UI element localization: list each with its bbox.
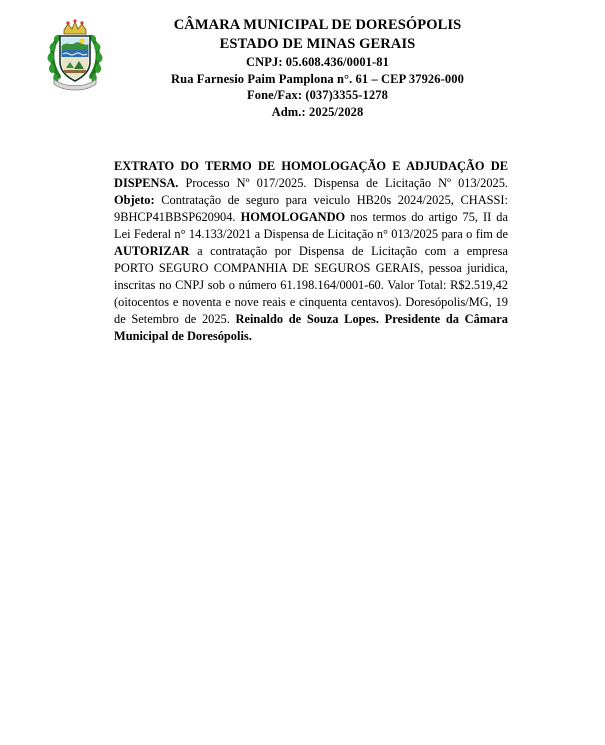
header-text-block <box>120 16 605 120</box>
document-processo: Processo Nº 017/2025. Dispensa de Licitação Nº 013/2025. <box>178 176 508 191</box>
document-homologando-label: HOMOLOGANDO <box>240 210 346 225</box>
document-objeto-label: Objeto: <box>114 193 155 208</box>
header-line-state: ESTADO DE MINAS GERAIS <box>219 36 416 53</box>
document-homologando-text: nos termos do artigo 75, II da Lei Federal n° 14.133/2021 a Dispensa de Licitação n° 013/2025 para o fim de <box>114 210 508 242</box>
document-autorizar-text: a contratação por Dispensa de Licitação com a empresa PORTO SEGURO COMPANHIA DE SEGUROS GERAIS, pessoa juridica, inscritas no CNPJ sob o número 61.198.164/0001-60. Valor Total: R$2.519,42 (oitocentos e noventa e nove reais e cinquenta centavos). Doresópolis/MG, 19 de Setembro de 2025. <box>114 244 508 327</box>
header-line-entity: CÂMARA MUNICIPAL DE DORESÓPOLIS <box>173 17 462 33</box>
header-line-phone: Fone/Fax: (037)3355-1278 <box>247 88 388 103</box>
crest-container <box>0 16 120 92</box>
document-autorizar-label: AUTORIZAR <box>114 244 190 259</box>
header-line-admin: Adm.: 2025/2028 <box>271 104 364 119</box>
document-header <box>0 0 605 120</box>
document-title: EXTRATO DO TERMO DE HOMOLOGAÇÃO E ADJUDAÇÃO DE DISPENSA. <box>114 159 508 191</box>
page-whitespace <box>0 345 605 745</box>
document-objeto-text: Contratação de seguro para veiculo HB20s 2024/2025, CHASSI: 9BHCP41BBSP620904. <box>114 193 508 225</box>
document-body <box>114 158 508 345</box>
document-signature: Reinaldo de Souza Lopes. Presidente da Câmara Municipal de Doresópolis. <box>114 312 508 344</box>
header-line-cnpj: CNPJ: 05.608.436/0001-81 <box>245 55 389 70</box>
header-line-address: Rua Farnesio Paim Pamplona n°. 61 – CEP 37926-000 <box>171 71 464 86</box>
coat-of-arms-icon <box>44 16 106 92</box>
